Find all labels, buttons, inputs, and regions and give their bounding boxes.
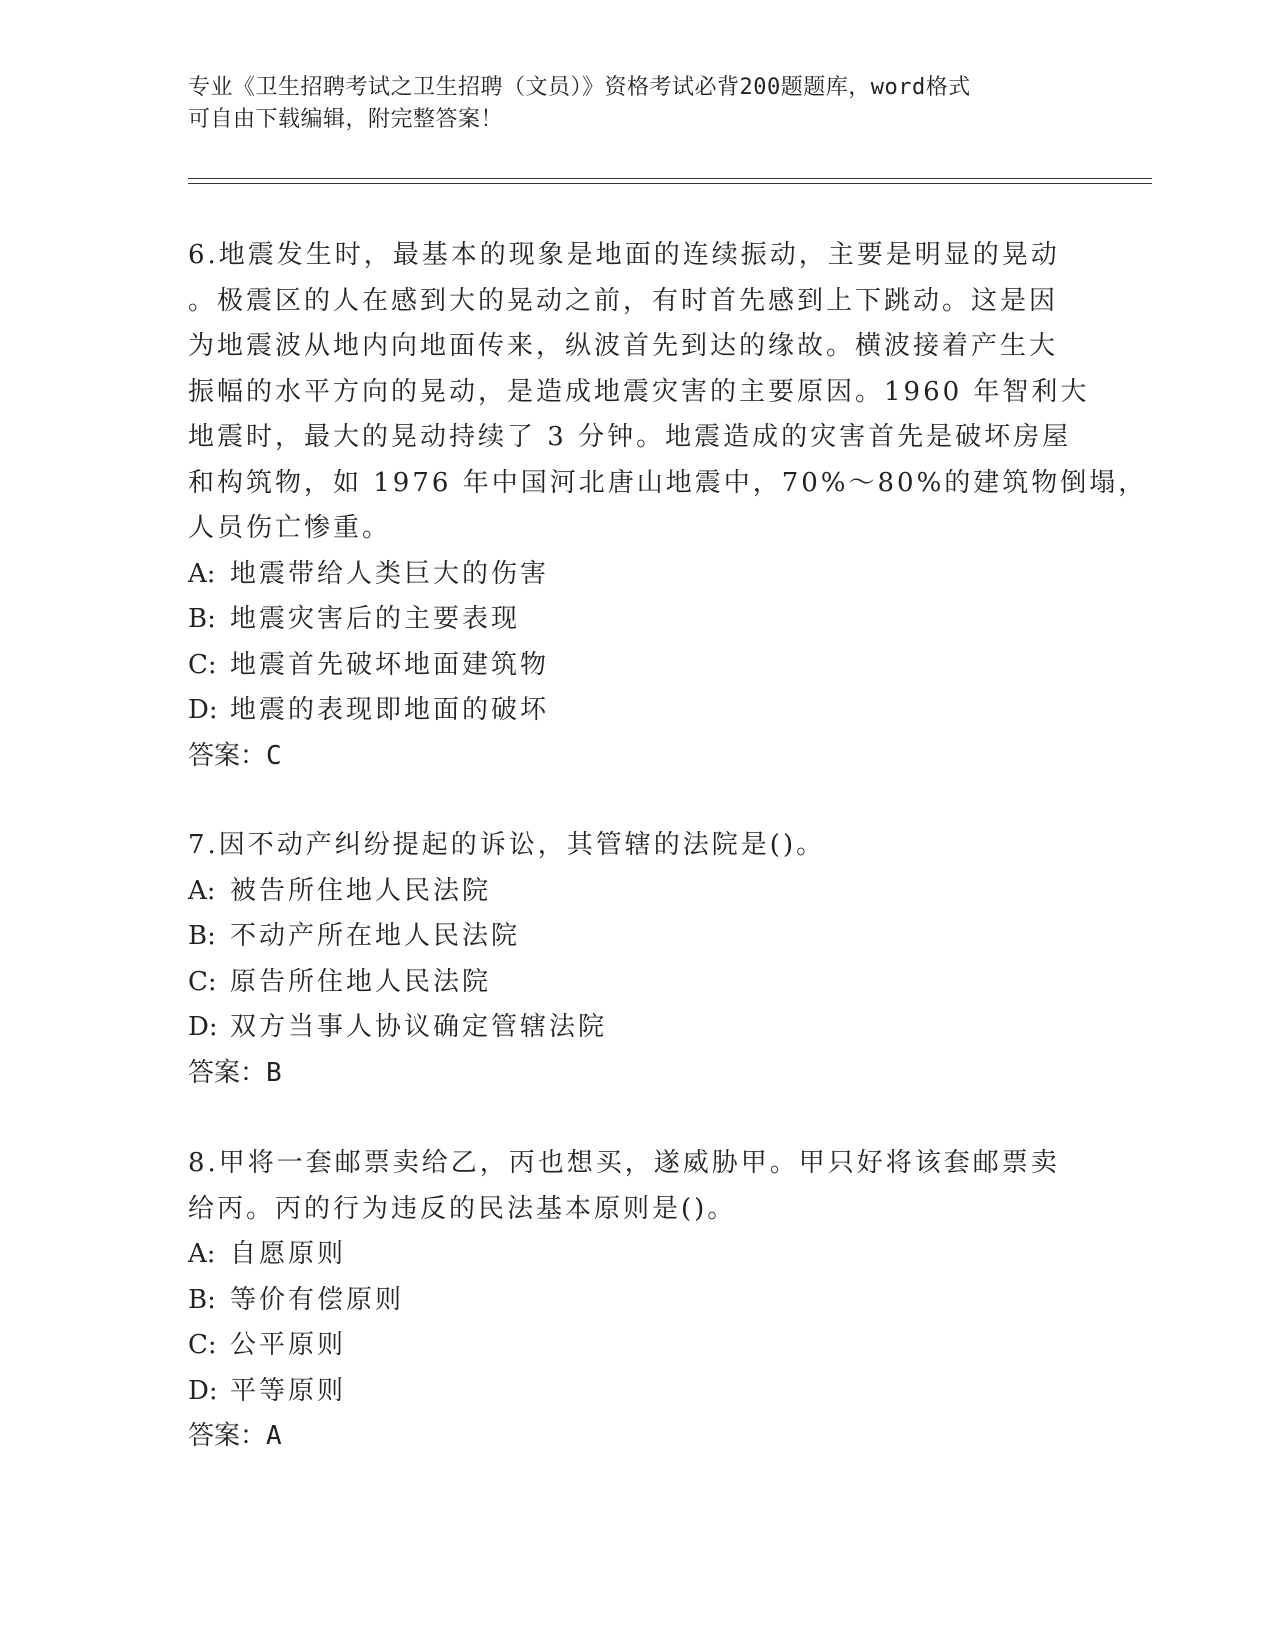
stem-line: 地震时，最大的晃动持续了 3 分钟。地震造成的灾害首先是破坏房屋 — [188, 422, 1072, 452]
answer-line: 答案：B — [188, 1057, 282, 1088]
option-text: 被告所住地人民法院 — [230, 875, 492, 906]
option-key: A: — [188, 1239, 216, 1269]
option-d — [188, 1369, 1068, 1415]
header-divider-top — [188, 178, 1152, 179]
header-line-1: 专业《卫生招聘考试之卫生招聘（文员）》资格考试必背200题题库，word格式 — [188, 75, 971, 100]
header-line-2: 可自由下载编辑，附完整答案！ — [188, 107, 504, 132]
document-header — [188, 72, 1068, 136]
stem-line: 人员伤亡惨重。 — [188, 513, 392, 543]
stem-line: 。极震区的人在感到大的晃动之前，有时首先感到上下跳动。这是因 — [188, 285, 1059, 316]
option-key: B: — [188, 1284, 216, 1315]
header-divider-bottom — [188, 183, 1152, 184]
option-key: B: — [188, 604, 216, 634]
question-6 — [188, 233, 1148, 779]
option-a — [188, 552, 1068, 598]
option-a — [188, 869, 1068, 915]
option-key: A: — [188, 558, 216, 589]
option-key: D: — [188, 695, 218, 725]
option-text: 地震灾害后的主要表现 — [230, 604, 521, 634]
option-key: C: — [188, 966, 217, 997]
option-text: 地震首先破坏地面建筑物 — [230, 649, 550, 680]
stem-line: 7.因不动产纠纷提起的诉讼，其管辖的法院是()。 — [188, 830, 826, 860]
question-stem — [188, 1141, 1068, 1232]
option-text: 平等原则 — [230, 1375, 347, 1406]
option-b — [188, 1278, 1068, 1324]
option-text: 等价有偿原则 — [230, 1284, 405, 1315]
option-text: 不动产所在地人民法院 — [230, 921, 521, 951]
option-a — [188, 1232, 1068, 1278]
option-text: 自愿原则 — [230, 1239, 347, 1269]
stem-line: 和构筑物，如 1976 年中国河北唐山地震中，70%～80%的建筑物倒塌， — [188, 467, 1148, 498]
stem-line: 振幅的水平方向的晃动，是造成地震灾害的主要原因。1960 年智利大 — [188, 376, 1090, 407]
option-c — [188, 960, 1068, 1006]
option-b — [188, 914, 1068, 960]
question-7 — [188, 823, 1068, 1096]
answer-line: 答案：A — [188, 1421, 282, 1451]
stem-line: 给丙。丙的行为违反的民法基本原则是()。 — [188, 1193, 737, 1224]
question-8 — [188, 1141, 1068, 1460]
option-d — [188, 688, 1068, 734]
option-key: B: — [188, 921, 216, 951]
option-text: 地震带给人类巨大的伤害 — [230, 558, 550, 589]
stem-line: 8.甲将一套邮票卖给乙，丙也想买，遂威胁甲。甲只好将该套邮票卖 — [188, 1148, 1060, 1178]
option-c — [188, 1323, 1068, 1369]
stem-line: 6.地震发生时，最基本的现象是地面的连续振动，主要是明显的晃动 — [188, 240, 1060, 270]
option-text: 地震的表现即地面的破坏 — [230, 695, 550, 725]
option-key: D: — [188, 1375, 218, 1406]
option-key: C: — [188, 649, 217, 680]
option-key: C: — [188, 1330, 217, 1360]
stem-line: 为地震波从地内向地面传来，纵波首先到达的缘故。横波接着产生大 — [188, 331, 1059, 361]
option-text: 公平原则 — [230, 1330, 347, 1360]
option-text: 双方当事人协议确定管辖法院 — [230, 1012, 608, 1042]
answer-line: 答案：C — [188, 740, 282, 771]
option-key: A: — [188, 875, 216, 906]
question-stem — [188, 823, 1068, 869]
option-b — [188, 597, 1068, 643]
option-key: D: — [188, 1012, 218, 1042]
option-text: 原告所住地人民法院 — [230, 966, 492, 997]
option-c — [188, 643, 1068, 689]
option-d — [188, 1005, 1068, 1051]
question-stem — [188, 233, 1148, 552]
